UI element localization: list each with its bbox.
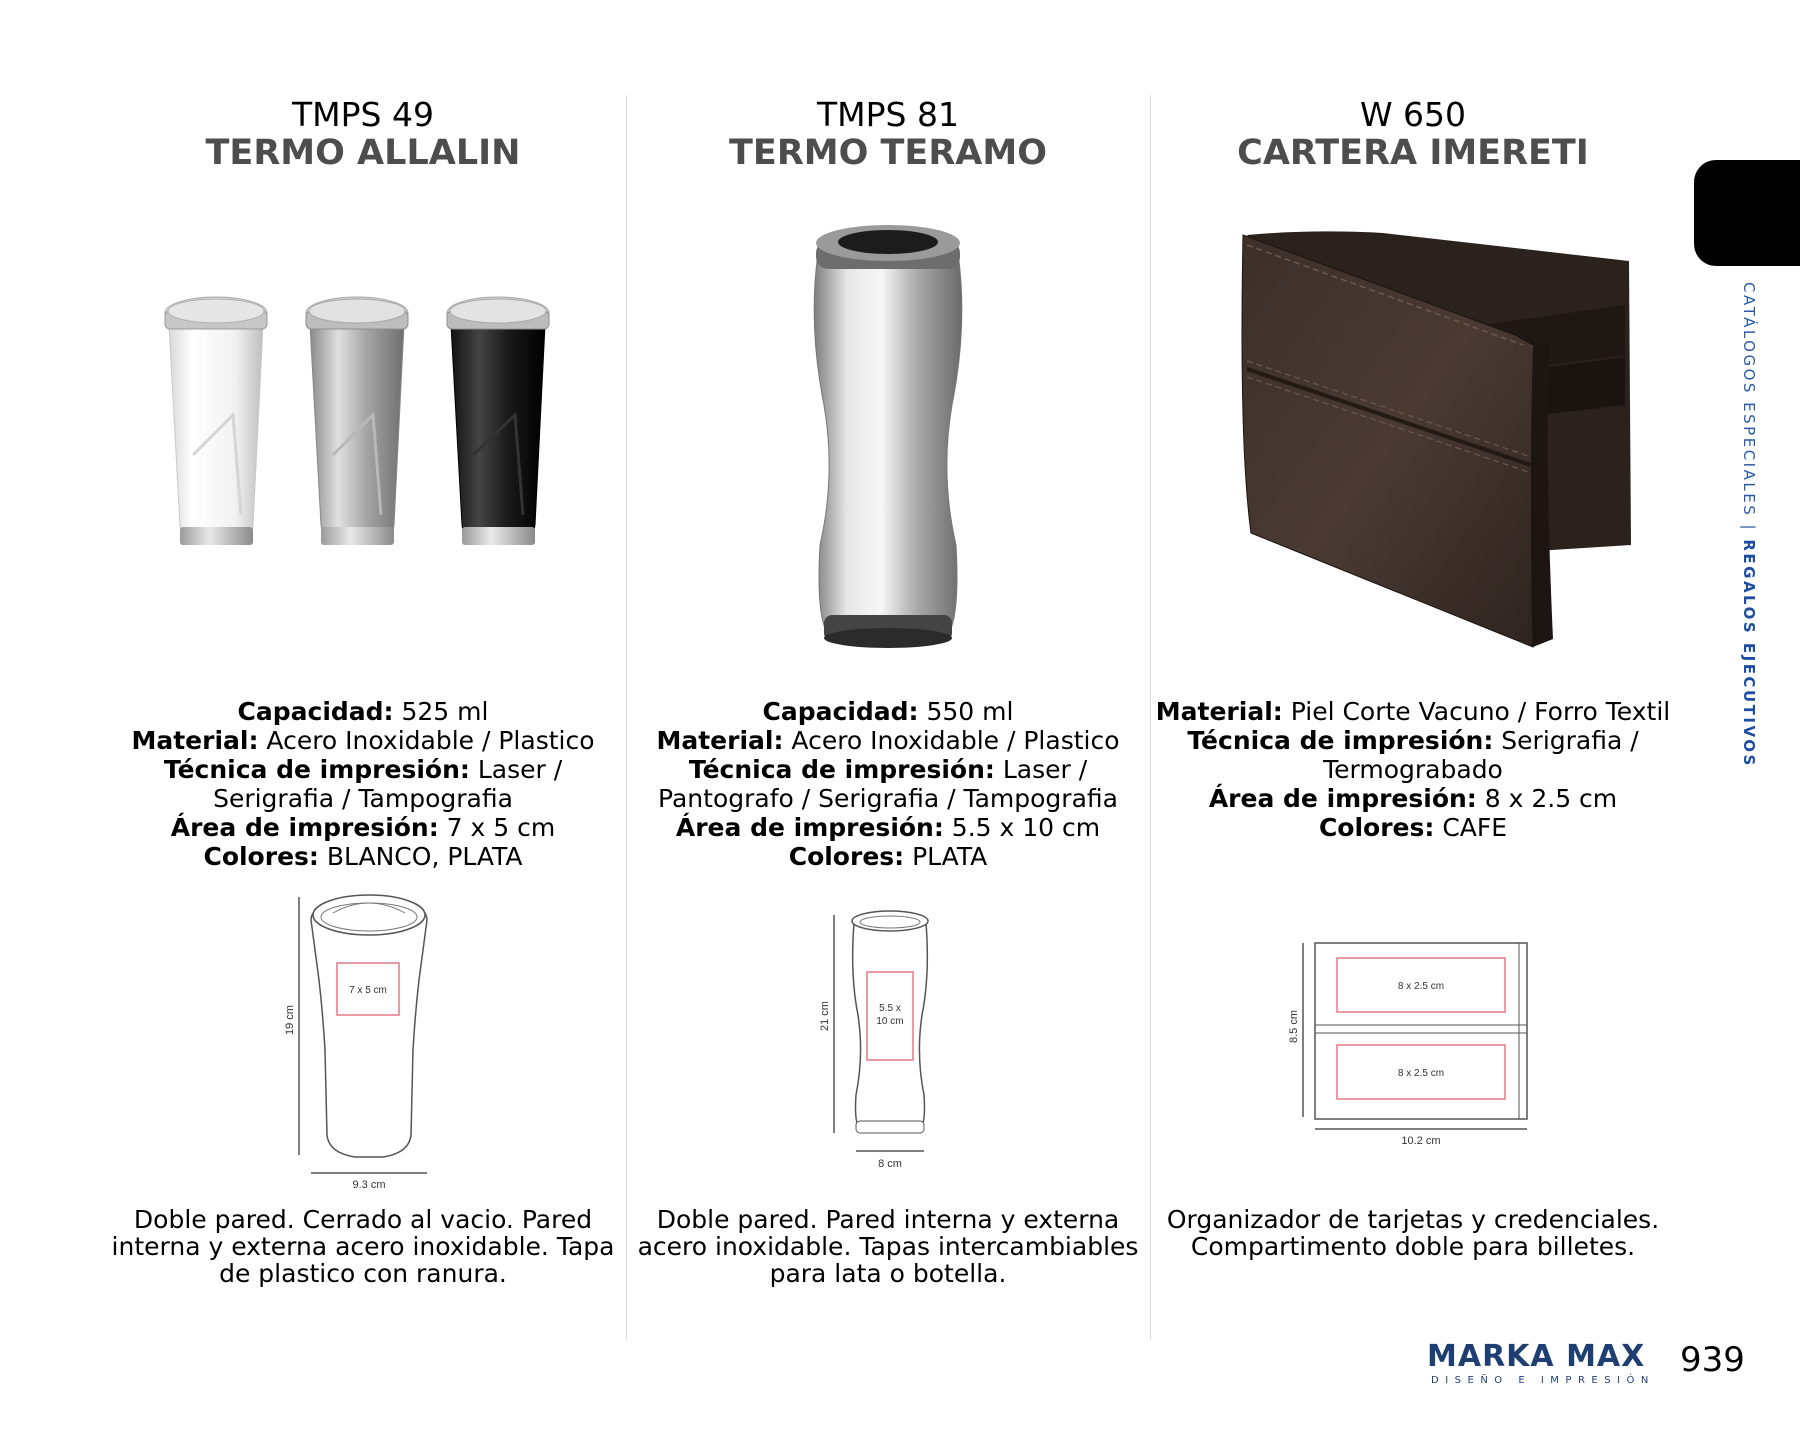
- spec-print-area: Área de impresión: 8 x 2.5 cm: [1208, 784, 1618, 813]
- technical-diagram: [1233, 885, 1593, 1195]
- section-label: [1728, 282, 1758, 768]
- print-area-label-bottom: 8 x 2.5 cm: [1397, 1068, 1445, 1079]
- product-description: Doble pared. Cerrado al vacio. Pared interna y externa acero inoxidable. Tapa de plastico con ranura.: [111, 1205, 615, 1288]
- spec-material: Material: Piel Corte Vacuno / Forro Textil: [1155, 697, 1671, 726]
- tumbler-silver: [306, 297, 408, 545]
- product-specs: [628, 697, 1148, 871]
- spec-material: Material: Acero Inoxidable / Plastico: [131, 726, 595, 755]
- spec-material: Material: Acero Inoxidable / Plastico: [656, 726, 1120, 755]
- spec-technique: Técnica de impresión: Laser / Serigrafia / Tampografia: [163, 755, 563, 813]
- page-number: 939: [1680, 1340, 1745, 1380]
- spec-colors: Colores: BLANCO, PLATA: [203, 842, 523, 871]
- product-column-tmps81: [628, 0, 1148, 1436]
- spec-technique: Técnica de impresión: Laser / Pantografo / Serigrafia / Tampografia: [658, 755, 1118, 813]
- product-specs: [1153, 697, 1673, 842]
- print-area-label-line2: 10 cm: [876, 1016, 904, 1027]
- spec-print-area: Área de impresión: 5.5 x 10 cm: [675, 813, 1101, 842]
- column-divider-right: [1150, 95, 1151, 1340]
- section-tab: [1694, 160, 1800, 266]
- product-name: CARTERA IMERETI: [1237, 133, 1589, 173]
- product-code: TMPS 49: [292, 95, 434, 134]
- product-column-tmps49: [103, 0, 623, 1436]
- product-photo-tumblers: [123, 215, 603, 675]
- tumbler-white: [165, 297, 267, 545]
- dimension-width-label: 9.3 cm: [352, 1179, 386, 1191]
- spec-print-area: Área de impresión: 7 x 5 cm: [170, 813, 556, 842]
- technical-diagram: [183, 885, 543, 1195]
- product-name: TERMO ALLALIN: [205, 133, 521, 173]
- column-divider-left: [626, 95, 627, 1340]
- product-code: W 650: [1359, 95, 1467, 134]
- product-code: TMPS 81: [817, 95, 959, 134]
- product-photo-thermos: [648, 215, 1128, 675]
- tumbler-black: [447, 297, 549, 545]
- product-column-w650: [1153, 0, 1673, 1436]
- spec-colors: Colores: CAFE: [1318, 813, 1508, 842]
- product-name: TERMO TERAMO: [729, 133, 1047, 173]
- dimension-width-label: 10.2 cm: [1401, 1135, 1441, 1147]
- product-description: Doble pared. Pared interna y externa acero inoxidable. Tapas intercambiables para lata o botella.: [637, 1205, 1139, 1288]
- brand-tagline: DISEÑO E IMPRESIÓN: [1431, 1375, 1655, 1386]
- spec-technique: Técnica de impresión: Serigrafia / Termograbado: [1187, 726, 1639, 784]
- section-separator: |: [1740, 524, 1758, 533]
- dimension-height-label: 21 cm: [819, 1001, 831, 1031]
- spec-capacity: Capacidad: 550 ml: [762, 697, 1014, 726]
- spec-capacity: Capacidad: 525 ml: [237, 697, 489, 726]
- dimension-height-label: 8.5 cm: [1288, 1009, 1300, 1043]
- print-area-label-line1: 5.5 x: [879, 1003, 901, 1014]
- brand-logo: [1427, 1340, 1667, 1390]
- dimension-height-label: 19 cm: [284, 1005, 296, 1035]
- technical-diagram: [708, 885, 1068, 1195]
- print-area-label-top: 8 x 2.5 cm: [1397, 981, 1445, 992]
- product-photo-wallet: [1173, 215, 1653, 675]
- brand-name: MARKA MAX: [1427, 1339, 1646, 1374]
- spec-colors: Colores: PLATA: [788, 842, 988, 871]
- product-specs: [103, 697, 623, 871]
- dimension-width-label: 8 cm: [878, 1158, 902, 1170]
- print-area-label: 7 x 5 cm: [349, 985, 387, 996]
- section-title: REGALOS EJECUTIVOS: [1740, 539, 1758, 768]
- product-description: Organizador de tarjetas y credenciales. Compartimento doble para billetes.: [1166, 1205, 1660, 1261]
- catalog-label: CATÁLOGOS ESPECIALES: [1740, 282, 1758, 518]
